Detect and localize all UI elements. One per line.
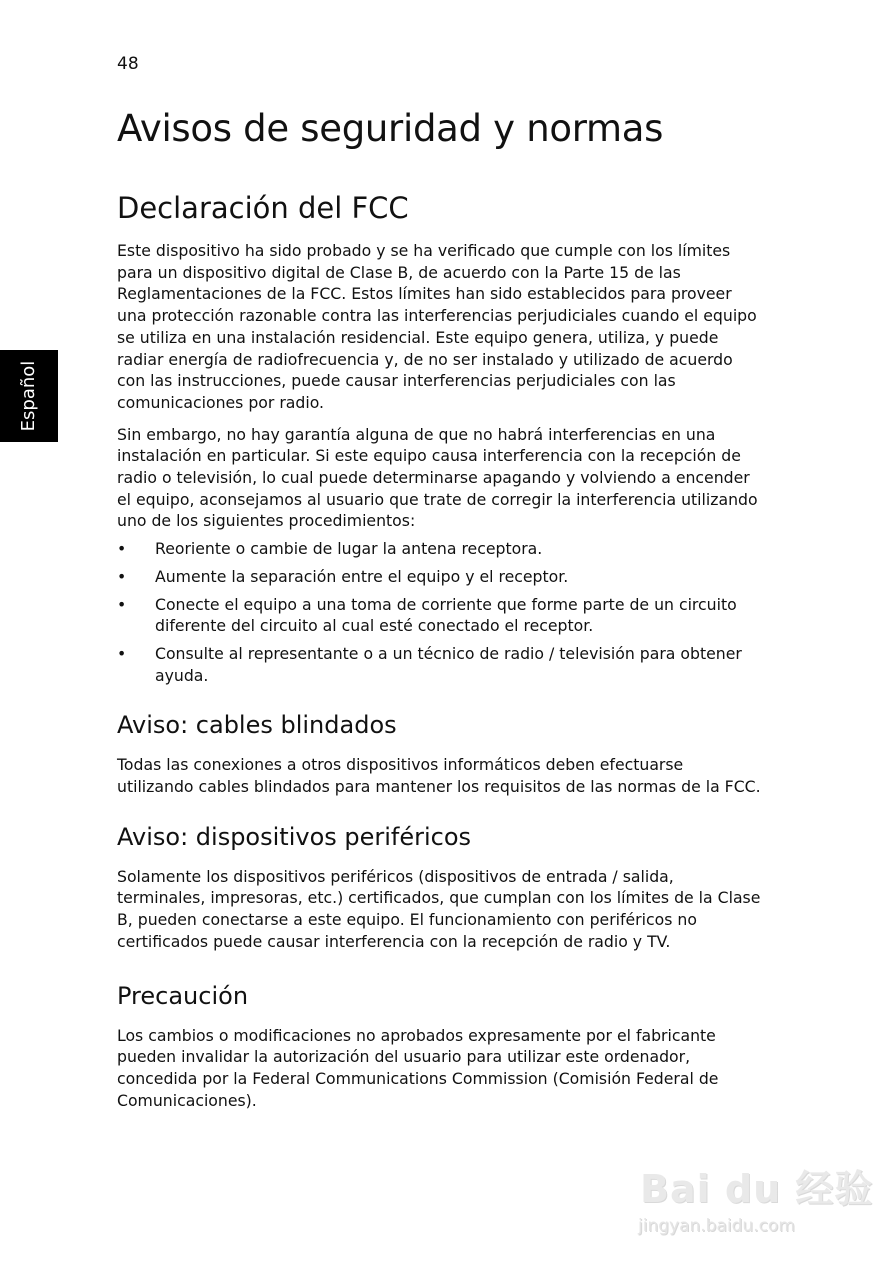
list-item-text: Aumente la separación entre el equipo y el receptor. bbox=[155, 566, 569, 586]
shielded-cables-section bbox=[117, 710, 762, 797]
bullet-icon: • bbox=[117, 643, 127, 663]
fcc-heading: Declaración del FCC bbox=[117, 191, 409, 225]
language-side-tab-label: Español bbox=[18, 360, 39, 432]
page-number: 48 bbox=[117, 54, 139, 74]
list-item bbox=[117, 566, 762, 588]
list-item bbox=[117, 538, 762, 560]
watermark-logo: Bai du 经验 bbox=[640, 1167, 874, 1211]
bullet-icon: • bbox=[117, 566, 127, 586]
page-title: Avisos de seguridad y normas bbox=[117, 107, 664, 150]
page-content bbox=[117, 106, 762, 1111]
language-side-tab bbox=[0, 350, 58, 442]
bullet-icon: • bbox=[117, 594, 127, 614]
bullet-icon: • bbox=[117, 539, 127, 559]
peripherals-section bbox=[117, 822, 762, 953]
caution-paragraph: Los cambios o modificaciones no aprobados expresamente por el fabricante pueden invalidar la autorización del usuario para utilizar este ordenador, concedida por la Federal Communications Commission (Comisión Federal de Comunicaciones). bbox=[117, 1025, 719, 1110]
list-item-text: Reoriente o cambie de lugar la antena receptora. bbox=[155, 539, 543, 559]
list-item-text: Consulte al representante o a un técnico de radio / televisión para obtener ayuda. bbox=[155, 643, 742, 685]
fcc-paragraph-1: Este dispositivo ha sido probado y se ha verificado que cumple con los límites para un dispositivo digital de Clase B, de acuerdo con la Parte 15 de las Reglamentaciones de la FCC. Estos límites han sido establecidos para proveer una protección razonable contra las interferencias perjudiciales cuando el equipo se utiliza en una instalación residencial. Este equipo genera, utiliza, y puede radiar energía de radiofrecuencia y, de no ser instalado y utilizado de acuerdo con las instrucciones, puede causar interferencias perjudiciales con las comunicaciones por radio. bbox=[117, 241, 757, 412]
fcc-paragraph-2: Sin embargo, no hay garantía alguna de que no habrá interferencias en una instalación en particular. Si este equipo causa interferencia con la recepción de radio o televisión, lo cual puede determinarse apagando y volviendo a encender el equipo, aconsejamos al usuario que trate de corregir la interferencia utilizando uno de los siguientes procedimientos: bbox=[117, 424, 758, 531]
peripherals-paragraph: Solamente los dispositivos periféricos (dispositivos de entrada / salida, terminales, impresoras, etc.) certificados, que cumplan con los límites de la Clase B, pueden conectarse a este equipo. El funcionamiento con periféricos no certificados puede causar interferencia con la recepción de radio y TV. bbox=[117, 866, 761, 951]
peripherals-heading: Aviso: dispositivos periféricos bbox=[117, 822, 472, 851]
shielded-cables-paragraph: Todas las conexiones a otros dispositivos informáticos deben efectuarse utilizando cables blindados para mantener los requisitos de las normas de la FCC. bbox=[117, 755, 761, 797]
caution-section bbox=[117, 981, 762, 1112]
watermark-url: jingyan.baidu.com bbox=[638, 1216, 795, 1236]
list-item-text: Conecte el equipo a una toma de corriente que forme parte de un circuito diferente del circuito al cual esté conectado el receptor. bbox=[155, 594, 737, 636]
list-item bbox=[117, 643, 762, 686]
caution-heading: Precaución bbox=[117, 981, 249, 1010]
baidu-watermark bbox=[636, 1148, 874, 1248]
list-item bbox=[117, 594, 762, 637]
fcc-procedures-list bbox=[117, 538, 762, 686]
shielded-cables-heading: Aviso: cables blindados bbox=[117, 711, 397, 740]
